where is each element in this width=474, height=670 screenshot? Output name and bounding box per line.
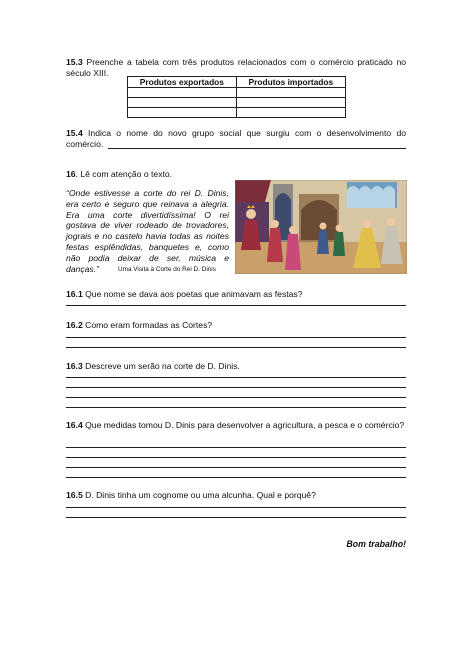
closing-message: Bom trabalho! [346, 539, 406, 549]
question-15-4 [66, 128, 406, 149]
question-number: 15.3 [66, 57, 83, 67]
answer-line[interactable] [66, 377, 406, 378]
products-table [127, 76, 346, 118]
answer-line[interactable] [66, 397, 406, 398]
answer-line[interactable] [66, 467, 406, 468]
question-number: 16 [66, 169, 76, 179]
question-16-4 [66, 420, 406, 431]
court-illustration [235, 180, 407, 274]
question-16-1 [66, 289, 302, 300]
question-16-3 [66, 361, 240, 372]
question-15-3 [66, 57, 406, 78]
table-cell[interactable] [128, 108, 237, 118]
table-row [128, 108, 346, 118]
court-scene-image [235, 180, 407, 274]
answer-line[interactable] [66, 477, 406, 478]
question-text: D. Dinis tinha um cognome ou uma alcunha. Qual e porquê? [82, 490, 316, 500]
table-cell[interactable] [236, 88, 345, 98]
question-16-5 [66, 490, 316, 501]
question-number: 16.2 [66, 320, 83, 330]
table-row [128, 98, 346, 108]
answer-line[interactable] [66, 507, 406, 508]
question-text: Preenche a tabela com três produtos relacionados com o comércio praticado no século XIII. [66, 57, 406, 78]
answer-line[interactable] [66, 387, 406, 388]
question-number: 16.3 [66, 361, 83, 371]
question-text: . Lê com atenção o texto. [75, 169, 173, 179]
question-number: 16.5 [66, 490, 83, 500]
question-16 [66, 169, 172, 180]
answer-line[interactable] [66, 517, 406, 518]
table-header-exports: Produtos exportados [128, 77, 237, 88]
table-header-imports: Produtos importados [236, 77, 345, 88]
question-number: 16.4 [66, 420, 83, 430]
question-text: Descreve um serão na corte de D. Dinis. [82, 361, 240, 371]
answer-line[interactable] [66, 305, 406, 306]
question-text: Indica o nome do novo grupo social que surgiu com o desenvolvimento do comércio. [66, 128, 406, 149]
answer-line[interactable] [66, 457, 406, 458]
question-number: 15.4 [66, 128, 83, 138]
table-cell[interactable] [128, 98, 237, 108]
answer-line[interactable] [66, 347, 406, 348]
question-16-2 [66, 320, 212, 331]
answer-line[interactable] [66, 407, 406, 408]
table-row [128, 88, 346, 98]
table-cell[interactable] [236, 108, 345, 118]
question-text: Que nome se dava aos poetas que animavam as festas? [82, 289, 303, 299]
table-cell[interactable] [236, 98, 345, 108]
question-number: 16.1 [66, 289, 83, 299]
question-text: Que medidas tomou D. Dinis para desenvolver a agricultura, a pesca e o comércio? [82, 420, 405, 430]
question-text: Como eram formadas as Cortes? [82, 320, 213, 330]
answer-line[interactable] [66, 447, 406, 448]
answer-line[interactable] [66, 337, 406, 338]
answer-line[interactable] [108, 148, 406, 149]
table-cell[interactable] [128, 88, 237, 98]
quote-source: Uma Visita à Corte do Rei D. Dinis [118, 266, 216, 273]
quote-text: “Onde estivesse a corte do rei D. Dinis, era certo e seguro que reinava a alegria. Era uma corte divertidíssima! O rei gostava de viver rodeado de trovadores, jograis e no castelo havia todas as noites festas esplêndidas, banquetes e, como não podia deixar de ser, música e danças.” [66, 188, 229, 274]
